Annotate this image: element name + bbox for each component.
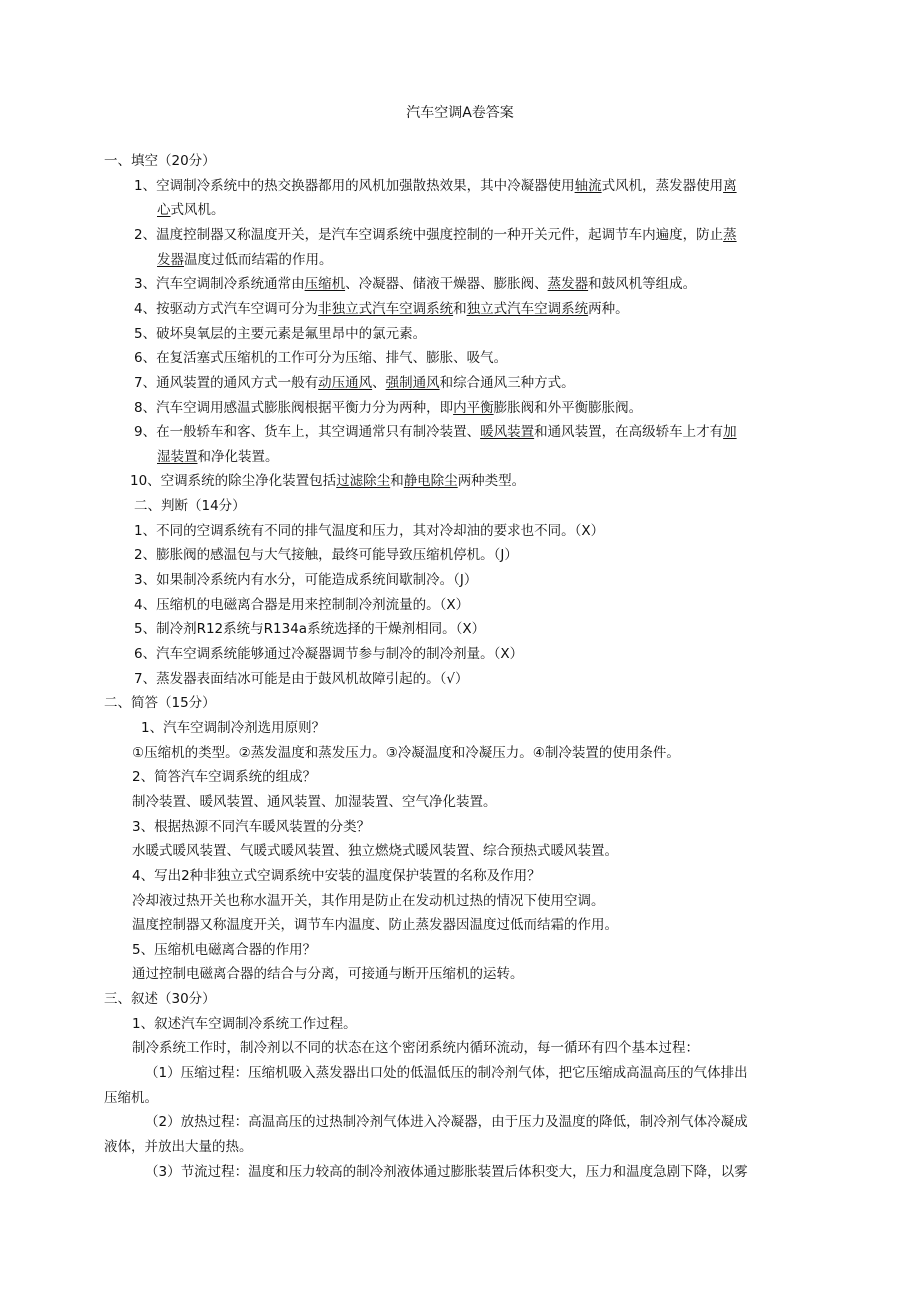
text-span: 4、压缩机的电磁离合器是用来控制制冷剂流量的。（X） [134, 596, 470, 613]
text-span: 膨胀阀和外平衡膨胀阀。 [493, 399, 643, 416]
underlined-answer: 静电除尘 [403, 473, 458, 490]
underlined-answer: 压缩机 [304, 276, 346, 293]
text-span: 、冷凝器、储液干燥器、膨胀阀、 [345, 276, 548, 293]
text-line [157, 251, 920, 269]
text-line [132, 892, 920, 910]
text-line [134, 522, 920, 540]
text-span: 液体，并放出大量的热。 [104, 1139, 253, 1155]
text-span: 两种类型。 [457, 473, 526, 490]
text-span: 6、汽车空调系统能够通过冷凝器调节参与制冷的制冷剂量。（X） [134, 646, 524, 662]
underlined-answer: 独立式汽车空调系统 [466, 300, 589, 317]
text-line [134, 546, 920, 564]
text-span: 5、破坏臭氧层的主要元素是氟里昂中的氯元素。 [134, 325, 427, 342]
text-line [132, 941, 920, 959]
text-span: 4、写出2种非独立式空调系统中安装的温度保护装置的名称及作用？ [132, 867, 541, 884]
text-span: 8、汽车空调用感温式膨胀阀根据平衡力分为两种，即 [134, 399, 454, 416]
text-line [132, 818, 920, 836]
page-title: 汽车空调A卷答案 [406, 105, 514, 121]
text-span: 式风机。 [170, 202, 225, 219]
text-span: 和综合通风三种方式。 [439, 374, 575, 391]
text-span: 7、通风装置的通风方式一般有 [134, 374, 319, 391]
text-span: 、 [372, 374, 386, 391]
underlined-answer: 离 [723, 177, 737, 194]
text-span: 一、填空（20分） [104, 153, 216, 169]
text-line [145, 1064, 920, 1082]
text-span: 6、在复活塞式压缩机的工作可分为压缩、排气、膨胀、吸气。 [134, 350, 508, 367]
text-line [134, 349, 920, 367]
text-span: 式风机，蒸发器使用 [601, 177, 724, 194]
text-span: 二、判断（14分） [134, 498, 246, 515]
text-span: ①压缩机的类型。②蒸发温度和蒸发压力。③冷凝温度和冷凝压力。④制冷装置的使用条件。 [132, 744, 680, 761]
text-line [104, 990, 920, 1008]
text-span: 通过控制电磁离合器的结合与分离，可接通与断开压缩机的运转。 [132, 966, 524, 983]
underlined-answer: 湿装置 [157, 448, 198, 465]
text-line [145, 1163, 920, 1181]
text-line [104, 152, 920, 170]
underlined-answer: 蒸 [723, 226, 737, 243]
text-line [132, 1015, 920, 1033]
text-line [132, 793, 920, 811]
text-span: 9、在一般轿车和客、货车上，其空调通常只有制冷装置、 [134, 424, 481, 441]
text-span: 水暖式暖风装置、气暖式暖风装置、独立燃烧式暖风装置、综合预热式暖风装置。 [132, 843, 618, 860]
underlined-answer: 暖风装置 [480, 424, 535, 441]
text-line [130, 472, 920, 490]
text-line [134, 670, 920, 688]
underlined-answer: 强制通风 [385, 374, 440, 391]
text-span: 温度控制器又称温度开关，调节车内温度、防止蒸发器因温度过低而结霜的作用。 [132, 917, 618, 934]
text-line [132, 965, 920, 983]
underlined-answer: 轴流 [574, 177, 602, 194]
text-line [134, 226, 920, 244]
text-span: 10、空调系统的除尘净化装置包括 [130, 473, 337, 490]
text-line [134, 300, 920, 318]
text-line [104, 694, 920, 712]
underlined-answer: 蒸发器 [547, 276, 589, 293]
text-line [134, 423, 920, 441]
text-span: 和鼓风机等组成。 [588, 276, 697, 293]
text-line [134, 497, 920, 515]
text-span: 2、膨胀阀的感温包与大气接触，最终可能导致压缩机停机。（J） [134, 547, 518, 564]
text-span: 制冷系统工作时，制冷剂以不同的状态在这个密闭系统内循环流动，每一循环有四个基本过程： [132, 1040, 699, 1057]
text-span: 3、根据热源不同汽车暖风装置的分类？ [132, 818, 371, 835]
text-line [134, 645, 920, 663]
text-span: 三、叙述（30分） [104, 991, 216, 1008]
text-span: 和净化装置。 [197, 448, 279, 465]
text-line [134, 374, 920, 392]
text-line [132, 842, 920, 860]
underlined-answer: 加 [723, 424, 737, 441]
text-span: 两种。 [588, 300, 629, 317]
text-span: 3、汽车空调制冷系统通常由 [134, 276, 305, 293]
text-line [134, 596, 920, 614]
text-line [157, 448, 920, 466]
text-line [132, 768, 920, 786]
text-span: 2、温度控制器又称温度开关，是汽车空调系统中强度控制的一种开关元件，起调节车内遍度，防止 [134, 226, 724, 243]
text-span: （3）节流过程：温度和压力较高的制冷剂液体通过膨胀装置后体积变大，压力和温度急剧下降，以雾 [145, 1163, 748, 1180]
text-line [134, 620, 920, 638]
text-line [134, 571, 920, 589]
underlined-answer: 动压通风 [318, 374, 373, 391]
text-span: 1、不同的空调系统有不同的排气温度和压力，其对冷却油的要求也不同。（X） [134, 522, 605, 539]
text-line [132, 1039, 920, 1057]
text-line [104, 1089, 920, 1107]
underlined-answer: 心 [157, 202, 171, 219]
text-span: 5、压缩机电磁离合器的作用？ [132, 941, 317, 958]
text-line [134, 399, 920, 417]
text-span: 二、简答（15分） [104, 695, 216, 712]
text-line [134, 275, 920, 293]
text-span: 和 [453, 300, 467, 317]
text-span: 压缩机。 [104, 1089, 158, 1106]
text-span: 2、简答汽车空调系统的组成？ [132, 769, 317, 786]
text-line [104, 1138, 920, 1156]
underlined-answer: 发器 [157, 251, 184, 268]
underlined-answer: 内平衡 [453, 399, 494, 416]
text-span: 1、空调制冷系统中的热交换器都用的风机加强散热效果，其中冷凝器使用 [134, 177, 575, 194]
text-span: 和通风装置，在高级轿车上才有 [534, 424, 724, 441]
text-span: 冷却液过热开关也称水温开关，其作用是防止在发动机过热的情况下使用空调。 [132, 892, 605, 909]
underlined-answer: 过滤除尘 [336, 473, 391, 490]
text-span: 3、如果制冷系统内有水分，可能造成系统间歇制冷。（J） [134, 572, 478, 589]
text-line [145, 1113, 920, 1131]
text-span: 1、叙述汽车空调制冷系统工作过程。 [132, 1015, 357, 1032]
text-span: 1、汽车空调制冷剂选用原则？ [141, 719, 326, 736]
text-span: 和 [390, 473, 404, 490]
text-span: 7、蒸发器表面结冰可能是由于鼓风机故障引起的。（√） [134, 670, 469, 687]
text-span: 温度过低而结霜的作用。 [184, 251, 333, 268]
text-span: 制冷装置、暖风装置、通风装置、加湿装置、空气净化装置。 [132, 793, 497, 810]
text-line [132, 867, 920, 885]
text-span: （1）压缩过程：压缩机吸入蒸发器出口处的低温低压的制冷剂气体，把它压缩成高温高压的气体排出 [145, 1065, 748, 1082]
text-line [134, 177, 920, 195]
text-line [134, 325, 920, 343]
text-line [132, 744, 920, 762]
text-span: 4、按驱动方式汽车空调可分为 [134, 300, 319, 317]
text-span: 5、制冷剂R12系统与R134a系统选择的干燥剂相同。（X） [134, 621, 486, 638]
underlined-answer: 非独立式汽车空调系统 [318, 300, 454, 317]
text-line [157, 201, 920, 219]
text-line [132, 916, 920, 934]
text-line [141, 719, 920, 737]
text-span: （2）放热过程：高温高压的过热制冷剂气体进入冷凝器，由于压力及温度的降低，制冷剂气体冷凝成 [145, 1114, 748, 1131]
